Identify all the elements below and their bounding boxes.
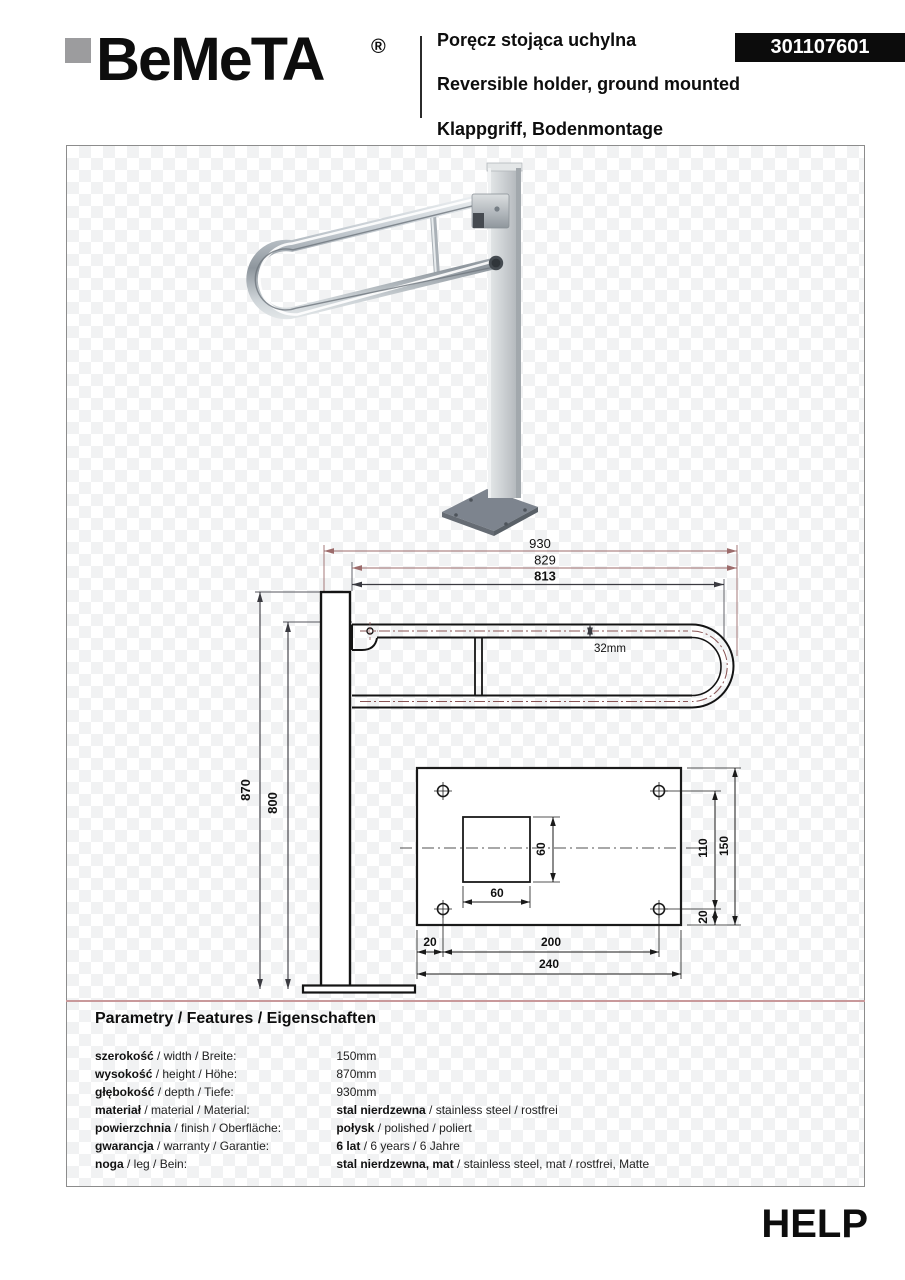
dim-edge-offset-b: 20 — [423, 935, 437, 949]
dim-height-total: 870 — [238, 779, 253, 801]
param-row-height: wysokość / height / Höhe: 870mm — [95, 1067, 377, 1081]
dim-hole-spacing-v: 110 — [696, 838, 710, 858]
dim-hole-spacing-h: 200 — [540, 935, 562, 949]
dim-tube-diameter: 32mm — [594, 643, 626, 655]
brand-logo: BeMeTA — [96, 25, 324, 93]
param-row-leg: noga / leg / Bein: stal nierdzewna, mat / stainless steel, mat / rostfrei, Matte — [95, 1157, 650, 1171]
param-row-material: materiał / material / Material: stal nierdzewna / stainless steel / rostfrei — [95, 1103, 558, 1117]
dim-depth-813: 813 — [534, 568, 556, 584]
photo-handle — [252, 199, 492, 315]
param-row-warranty: gwarancja / warranty / Garantie: 6 lat / 6 years / 6 Jahre — [95, 1139, 460, 1153]
dim-plate-h: 150 — [717, 835, 731, 857]
dim-depth-829: 829 — [534, 552, 556, 568]
dim-edge-offset-r: 20 — [696, 910, 710, 924]
help-wordmark: HELP — [761, 1202, 868, 1246]
dim-depth-total: 930 — [529, 538, 551, 551]
param-row-width: szerokość / width / Breite: 150mm — [95, 1049, 377, 1063]
logo-square-icon — [65, 38, 91, 63]
technical-drawing — [66, 538, 865, 1000]
dim-plate-w: 240 — [538, 957, 560, 971]
ground-separator-line — [66, 1000, 865, 1002]
registered-mark-icon: ® — [371, 36, 386, 58]
param-row-depth: głębokość / depth / Tiefe: 930mm — [95, 1085, 377, 1099]
product-title-en: Reversible holder, ground mounted — [437, 74, 741, 94]
dim-square-w: 60 — [490, 886, 504, 900]
product-title-de: Klappgriff, Bodenmontage — [437, 119, 663, 139]
dim-height-hinge: 800 — [265, 792, 280, 814]
header-divider — [420, 36, 422, 118]
product-photo — [66, 146, 865, 538]
product-title-pl: Poręcz stojąca uchylna — [437, 30, 637, 50]
param-row-finish: powierzchnia / finish / Oberfläche: połysk / polished / poliert — [95, 1121, 472, 1135]
dim-square-h: 60 — [534, 842, 548, 856]
parameters-table — [95, 1047, 649, 1173]
parameters-title: Parametry / Features / Eigenschaften — [95, 1010, 376, 1027]
base-plate-view — [400, 768, 741, 979]
product-code-badge: 301107601 — [735, 33, 905, 62]
